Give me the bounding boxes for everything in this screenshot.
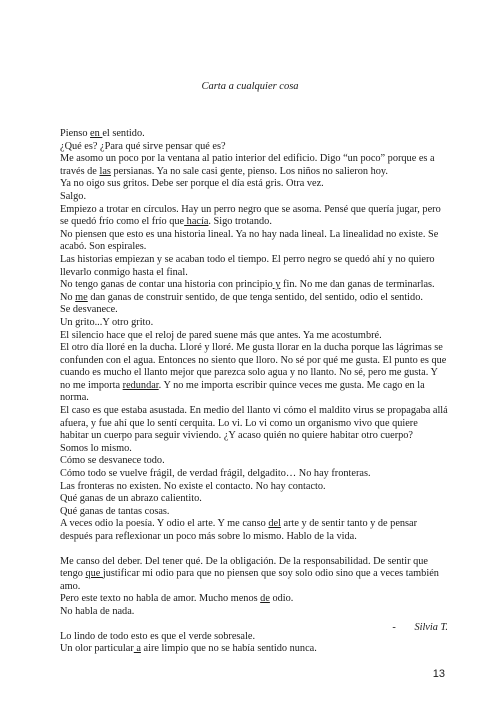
underlined-word: hacía [184, 216, 209, 228]
document-title: Carta a cualquier cosa [201, 81, 299, 92]
underlined-word: de [260, 593, 270, 605]
text-line: Se desvanece. [60, 304, 118, 316]
text-line: Qué ganas de tantas cosas. [60, 505, 170, 517]
text-line: No tengo ganas de contar una historia con principio y fin. No me dan ganas de terminarlas. [60, 279, 435, 291]
text-line: Las fronteras no existen. No existe el contacto. No hay contacto. [60, 480, 326, 492]
text-line: No habla de nada. [60, 605, 135, 617]
text-line: El otro día lloré en la ducha. Lloré y lloré. Me gusta llorar en la ducha porque las lágrimas se confunden con el agua. Entonces no siento que lloro. No sé por qué me gusta. El punto es que cuando es mucho el llanto mejor que parezca solo agua y no llanto. No sé, pero me gusta. Y no me importa redundar. Y no me importa escribir quince veces me gusta. Me cago en la norma. [60, 342, 447, 404]
underlined-word: del [268, 518, 281, 530]
text-line: Un grito...Y otro grito. [60, 316, 154, 328]
text-line: Me canso del deber. Del tener qué. De la obligación. De la responsabilidad. De sentir que tengo que justificar mi odio para que no piensen que soy solo odio sino que a veces también amo. [60, 555, 439, 592]
text-line: Ya no oigo sus gritos. Debe ser porque el día está gris. Otra vez. [60, 178, 324, 190]
letter-body [60, 128, 448, 656]
paragraph-gap [60, 544, 448, 556]
text-line: Cómo se desvanece todo. [60, 455, 165, 467]
text-line: Las historias empiezan y se acaban todo el tiempo. El perro negro se quedó ahí y no quiero llevarlo conmigo hasta el final. [60, 253, 435, 278]
text-line: Un olor particular a aire limpio que no se había sentido nunca. [60, 643, 317, 655]
underlined-word: las [99, 165, 111, 177]
text-line: Qué ganas de un abrazo calientito. [60, 493, 202, 505]
signature-name: Silvia T. [414, 622, 448, 633]
text-line: Salgo. [60, 190, 87, 202]
page-number: 13 [432, 668, 445, 680]
text-line: Somos lo mismo. [60, 442, 132, 454]
text-line: Empiezo a trotar en círculos. Hay un perro negro que se asoma. Pensé que quería jugar, pero se quedó frío como el frío que hacía. Sigo trotando. [60, 203, 441, 228]
text-line: No piensen que esto es una historia lineal. Ya no hay nada lineal. La linealidad no existe. Se acabó. Son espirales. [60, 228, 439, 253]
signature [392, 622, 448, 635]
text-line: Pero este texto no habla de amor. Mucho menos de odio. [60, 593, 294, 605]
text-line: ¿Qué es? ¿Para qué sirve pensar qué es? [60, 140, 226, 152]
signature-dash: - [392, 622, 396, 633]
text-line: El caso es que estaba asustada. En medio del llanto vi cómo el maldito virus se propagaba allá afuera, y fue ahí que lo sentí cerquita. Lo vi. Lo vi como un organismo vivo que quiere habitar un cuerpo para seguir viviendo. ¿Y acaso quién no quiere habitar otro cuerpo? [60, 405, 448, 442]
underlined-word: redundar [122, 379, 159, 391]
text-line: Lo lindo de todo esto es que el verde sobresale. [60, 630, 256, 642]
paragraph-gap [60, 619, 448, 631]
underlined-word: que [85, 568, 103, 580]
text-line: Pienso en el sentido. [60, 128, 145, 139]
text-line: A veces odio la poesía. Y odio el arte. Y me canso del arte y de sentir tanto y de pensar después para reflexionar un poco más sobre lo mismo. Hablo de la vida. [60, 518, 418, 542]
underlined-word: y [272, 279, 281, 291]
underlined-word: a [133, 643, 141, 655]
text-line: No me dan ganas de construir sentido, de que tenga sentido, del sentido, odio el sentido. [60, 291, 423, 303]
text-line: Me asomo un poco por la ventana al patio interior del edificio. Digo “un poco” porque es a través de las persianas. Ya no sale casi gente, pienso. Los niños no salieron hoy. [60, 153, 435, 177]
underlined-word: me [75, 291, 88, 303]
text-line: El silencio hace que el reloj de pared suene más que antes. Ya me acostumbré. [60, 329, 382, 341]
text-line: Cómo todo se vuelve frágil, de verdad frágil, delgadito… No hay fronteras. [60, 468, 371, 480]
underlined-word: en [90, 128, 103, 139]
